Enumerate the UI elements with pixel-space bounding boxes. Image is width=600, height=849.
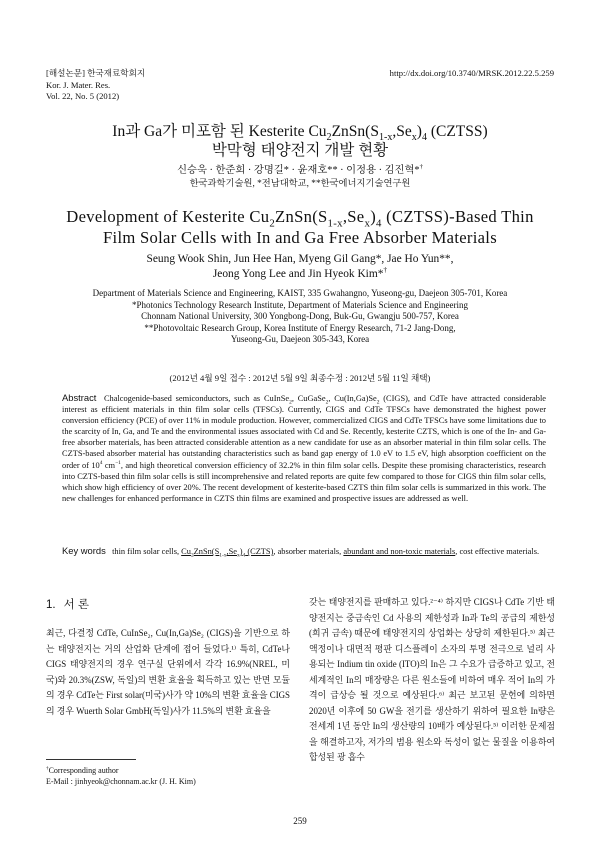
abstract-label: Abstract <box>62 392 97 403</box>
korean-title-line2: 박막형 태양전지 개발 현황 <box>211 142 389 159</box>
body-left-column: 최근, 다결정 CdTe, CuInSe₂, Cu(In,Ga)Se₂ (CIGS)을 기반으로 하는 태양전지는 거의 산업화 단계에 접어 들었다.¹⁾ 특히, CdTe나 CIGS 태양전지의 경우 연구실 단위에서 각각 16.9%(NREL, 미국)와 20.3%(ZSW, 독일)의 변환 효율을 획득하고 있는 반면 모듈의 경우 CdTe는 First solar(미국)사가 약 10%의 변환 효율을 CIGS의 경우 Wuerth Solar GmbH(독일)사가 11.5%의 변환 효율을 <box>46 628 290 716</box>
section-heading: 1. 서 론 <box>46 599 90 611</box>
journal-header <box>46 68 145 103</box>
journal-volume: Vol. 22, No. 5 (2012) <box>46 91 120 101</box>
keywords-label: Key words <box>62 545 106 556</box>
received-dates: (2012년 4월 9일 접수 : 2012년 5월 9일 최종수정 : 2012년 5월 11일 채택) <box>169 373 431 383</box>
page-number: 259 <box>293 816 307 826</box>
body-right-column: 갖는 태양전지를 판매하고 있다.²⁻⁴⁾ 하지만 CIGS나 CdTe 기반 태양전지는 중금속인 Cd 사용의 제한성과 In과 Te의 공급의 제한성 (희귀 금속) 때문에 태양전지의 상업화는 상당히 제한된다.⁵⁾ 최근 액정이나 대면적 평판 디스플레이 소자의 투명 전극으로 널리 사용되는 Indium tin oxide (ITO)의 In은 그 수요가 급증하고 있고, 전세계적인 In의 매장량은 다른 원소들에 비하여 매우 적어 In의 가격이 급상승 될 것으로 예상된다.⁶⁾ 최근 보고된 문헌에 의하면 2020년 이후에 50 GW을 전기를 생산하기 위하여 필요한 In량은 전세계 1년 동안 In의 생산량의 10배가 예상된다.⁵⁾ 이러한 문제점을 해결하고자, 저가의 범용 원소와 독성이 없는 물질을 이용하여 합성된 광 흡수 <box>309 597 555 762</box>
affiliation-line: **Photovoltaic Research Group, Korea Institute of Energy Research, 71-2 Jang-Dong, <box>144 322 456 333</box>
korean-affiliations: 한국과학기술원, *전남대학교, **한국에너지기술연구원 <box>189 179 411 189</box>
english-affiliations <box>40 288 560 346</box>
corresponding-email: E-Mail : jinhyeok@chonnam.ac.kr (J. H. Kim) <box>46 777 196 786</box>
korean-authors: 신승욱 · 한준희 · 강명길* · 윤재호** · 이정용 · 김진혁*† <box>177 163 423 176</box>
abstract: Abstract Chalcogenide-based semiconductors, such as CuInSe$_2$, CuGaSe$_2$, $Cu(In,Ga)Se_2$ (CIGS), and CdTe have attracted considerable interest as efficient materials in thin film solar cells (TFSCs). Currently, CIGS and CdTe TFSCs have demonstrated the highest power conversion efficiency (PCE) of over 11% in module production. However, commercialized CIGS and CdTe TFSCs have some limitations due to the scarcity of In, Ga, and Te and the environmental issues associated with Cd and Se. Recently, kesterite CZTS, which is one of the In- and Ga- free absorber materials, has been attracted considerable attention as a new candidate for use as an absorber material in thin film solar cells. The CZTS-based absorber material has outstanding characteristics such as band gap energy of 1.0 eV to 1.5 eV, high absorption coefficient on the order of $10^4$ $cm^{-1}$, and high theoretical conversion efficiency of 32.2% in thin film solar cells. Despite these promising characteristics, research into CZTS-based thin film solar cells is still incomprehensive and related reports are quite few compared to those for CIGS thin film solar cells, which show high efficiency of over 20%. The recent development of kesterite-based CZTS thin film solar cells is summarized in this work. The new challenges for enhanced performance in CZTS thin films are examined and prospective issues are addressed as well. <box>62 392 546 503</box>
affiliation-line: Chonnam National University, 300 Yongbong-Dong, Buk-Gu, Gwangju 500-757, Korea <box>141 311 459 322</box>
english-title: Development of Kesterite $Cu_2ZnSn(S_{1-x},Se_x)_4$ (CZTSS)-Based Thin Film Solar Cells with In and Ga Free Absorber Materials <box>40 206 560 248</box>
affiliation-line: Department of Materials Science and Engineering, KAIST, 335 Gwahangno, Yuseong-gu, Daejeon 305-701, Korea <box>92 288 508 298</box>
affiliation-line: *Photonics Technology Research Institute, Department of Materials Science and Engineering <box>131 299 469 310</box>
footnote: †Corresponding author E-Mail : jinhyeok@chonnam.ac.kr (J. H. Kim) <box>46 765 196 786</box>
journal-abbrev: Kor. J. Mater. Res. <box>46 79 111 90</box>
journal-name: [해설논문] 한국재료학회지 <box>46 68 146 78</box>
doi-link[interactable]: http://dx.doi.org/10.3740/MRSK.2012.22.5.259 <box>389 68 554 78</box>
affiliation-line: Yuseong-Gu, Daejeon 305-343, Korea <box>230 334 370 345</box>
keywords: Key words thin film solar cells, $Cu_2ZnSn(S_{1-x},Se_x)_4$ (CZTS), absorber materials, abundant and non-toxic materials, cost effective materials. <box>62 545 540 559</box>
english-authors: Seung Wook Shin, Jun Hee Han, Myeng Gil Gang*, Jae Ho Yun**, Jeong Yong Lee and Jin Hyeok Kim*† <box>146 253 454 280</box>
korean-title: In과 Ga가 미포함 된 Kesterite $Cu_2ZnSn(S_{1-x},Se_x)_4$ (CZTSS) 박막형 태양전지 개발 현황 <box>40 122 560 160</box>
english-title-line2: Film Solar Cells with In and Ga Free Absorber Materials <box>103 228 497 247</box>
footnote-divider <box>46 759 136 760</box>
